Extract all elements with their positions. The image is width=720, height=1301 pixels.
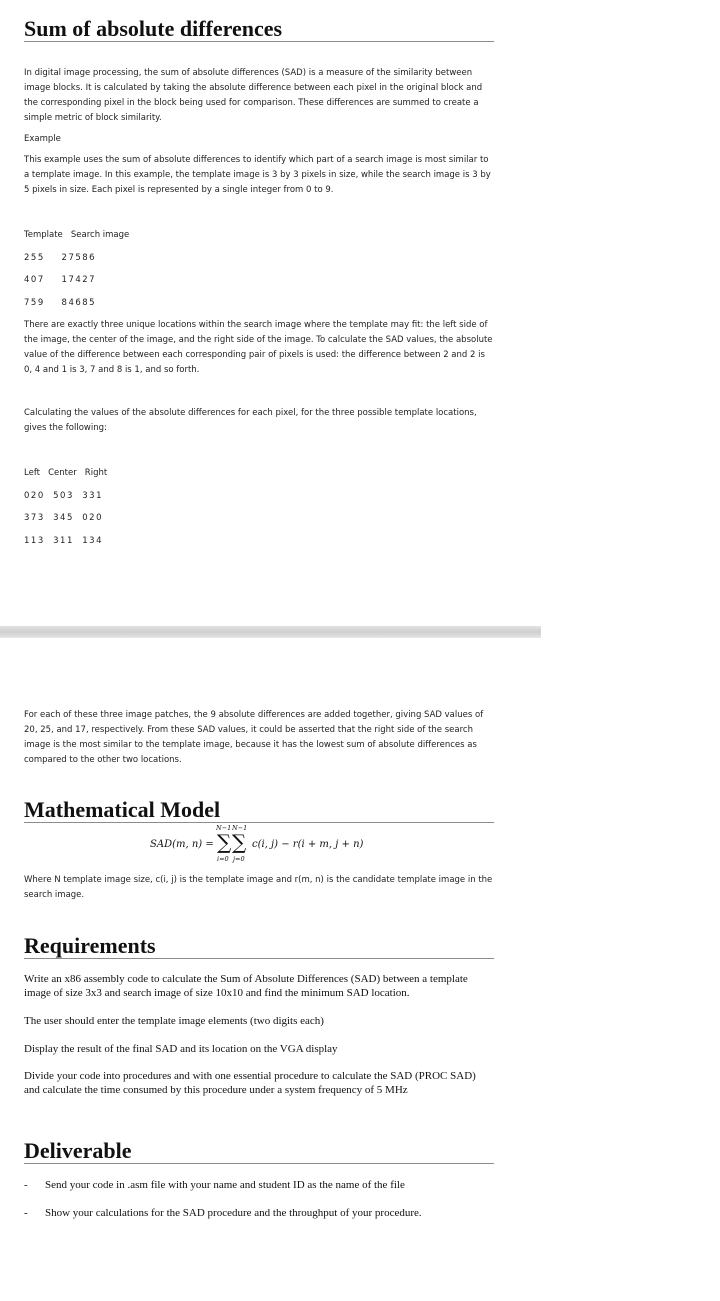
section-title-deliverable: Deliverable — [24, 1138, 132, 1163]
deliverable-item: Send your code in .asm file with your name and student ID as the name of the file — [45, 1179, 405, 1191]
requirement-item: Display the result of the final SAD and its location on the VGA display — [24, 1043, 338, 1055]
sigma-symbol: ∑ — [217, 830, 232, 854]
locations-paragraph: There are exactly three unique locations within the search image where the template may fit: the left side of the image, the center of the image, and the right side of the image. To calculate the SAD values, the absolute value of the difference between each corresponding pair of pixels is used: the difference between 2 and 2 is 0, 4 and 1 is 3, 7 and 8 is 1, and so forth. — [24, 320, 493, 375]
table2-row: 113 311 134 — [24, 536, 103, 546]
section-title-sad: Sum of absolute differences — [24, 16, 283, 41]
table1-row: 759 84685 — [24, 298, 97, 308]
title-underline — [24, 958, 494, 959]
table2-row: 020 503 331 — [24, 491, 103, 501]
table1-row: 407 17427 — [24, 275, 97, 285]
deliverable-item: Show your calculations for the SAD procedure and the throughput of your procedure. — [45, 1207, 422, 1219]
bullet-dash: - — [24, 1207, 28, 1219]
sum-lower-limit: i=0 — [217, 855, 229, 863]
result-paragraph: For each of these three image patches, the 9 absolute differences are added together, giving SAD values of 20, 25, and 17, respectively. From these SAD values, it could be asserted that the right side of the search image is the most similar to the template image, because it has the lowest sum of absolute differences as compared to the other two locations. — [24, 710, 484, 765]
sum-upper-limit: N−1 — [232, 824, 248, 832]
formula-lhs: SAD(m, n) = — [150, 839, 214, 850]
requirement-item: Divide your code into procedures and with one essential procedure to calculate the SAD (PROC SAD) and calculate the time consumed by this procedure under a system frequency of 5 MHz — [24, 1070, 476, 1096]
table2-row: 373 345 020 — [24, 513, 103, 523]
example-paragraph: This example uses the sum of absolute differences to identify which part of a search image is most similar to a template image. In this example, the template image is 3 by 3 pixels in size, while the search image is 3 by 5 pixels in size. Each pixel is represented by a single integer from 0 to 9. — [24, 155, 491, 195]
sad-formula — [150, 822, 410, 868]
example-heading: Example — [24, 134, 61, 144]
section-title-math: Mathematical Model — [24, 797, 221, 822]
formula-body: c(i, j) − r(i + m, j + n) — [252, 839, 364, 850]
bullet-dash: - — [24, 1179, 28, 1191]
sum-lower-limit: j=0 — [233, 855, 245, 863]
table1-header: Template Search image — [24, 230, 130, 240]
section-title-requirements: Requirements — [24, 933, 156, 958]
sum-upper-limit: N−1 — [216, 824, 232, 832]
table1-row: 255 27586 — [24, 253, 97, 263]
title-underline — [24, 1163, 494, 1164]
requirement-item: The user should enter the template image elements (two digits each) — [24, 1015, 324, 1027]
table2-header: Left Center Right — [24, 468, 108, 478]
where-paragraph: Where N template image size, c(i, j) is the template image and r(m, n) is the candidate template image in the search image. — [24, 875, 493, 900]
page-break-band — [0, 626, 541, 638]
sigma-symbol: ∑ — [232, 830, 247, 854]
requirement-item: Write an x86 assembly code to calculate the Sum of Absolute Differences (SAD) between a template image of size 3x3 and search image of size 10x10 and find the minimum SAD location. — [24, 973, 468, 999]
calc-paragraph: Calculating the values of the absolute differences for each pixel, for the three possible template locations, gives the following: — [24, 408, 477, 433]
title-underline — [24, 41, 494, 42]
intro-paragraph: In digital image processing, the sum of absolute differences (SAD) is a measure of the similarity between image blocks. It is calculated by taking the absolute difference between each pixel in the original block and the corresponding pixel in the block being used for comparison. These differences are summed to create a simple metric of block similarity. — [24, 68, 483, 123]
